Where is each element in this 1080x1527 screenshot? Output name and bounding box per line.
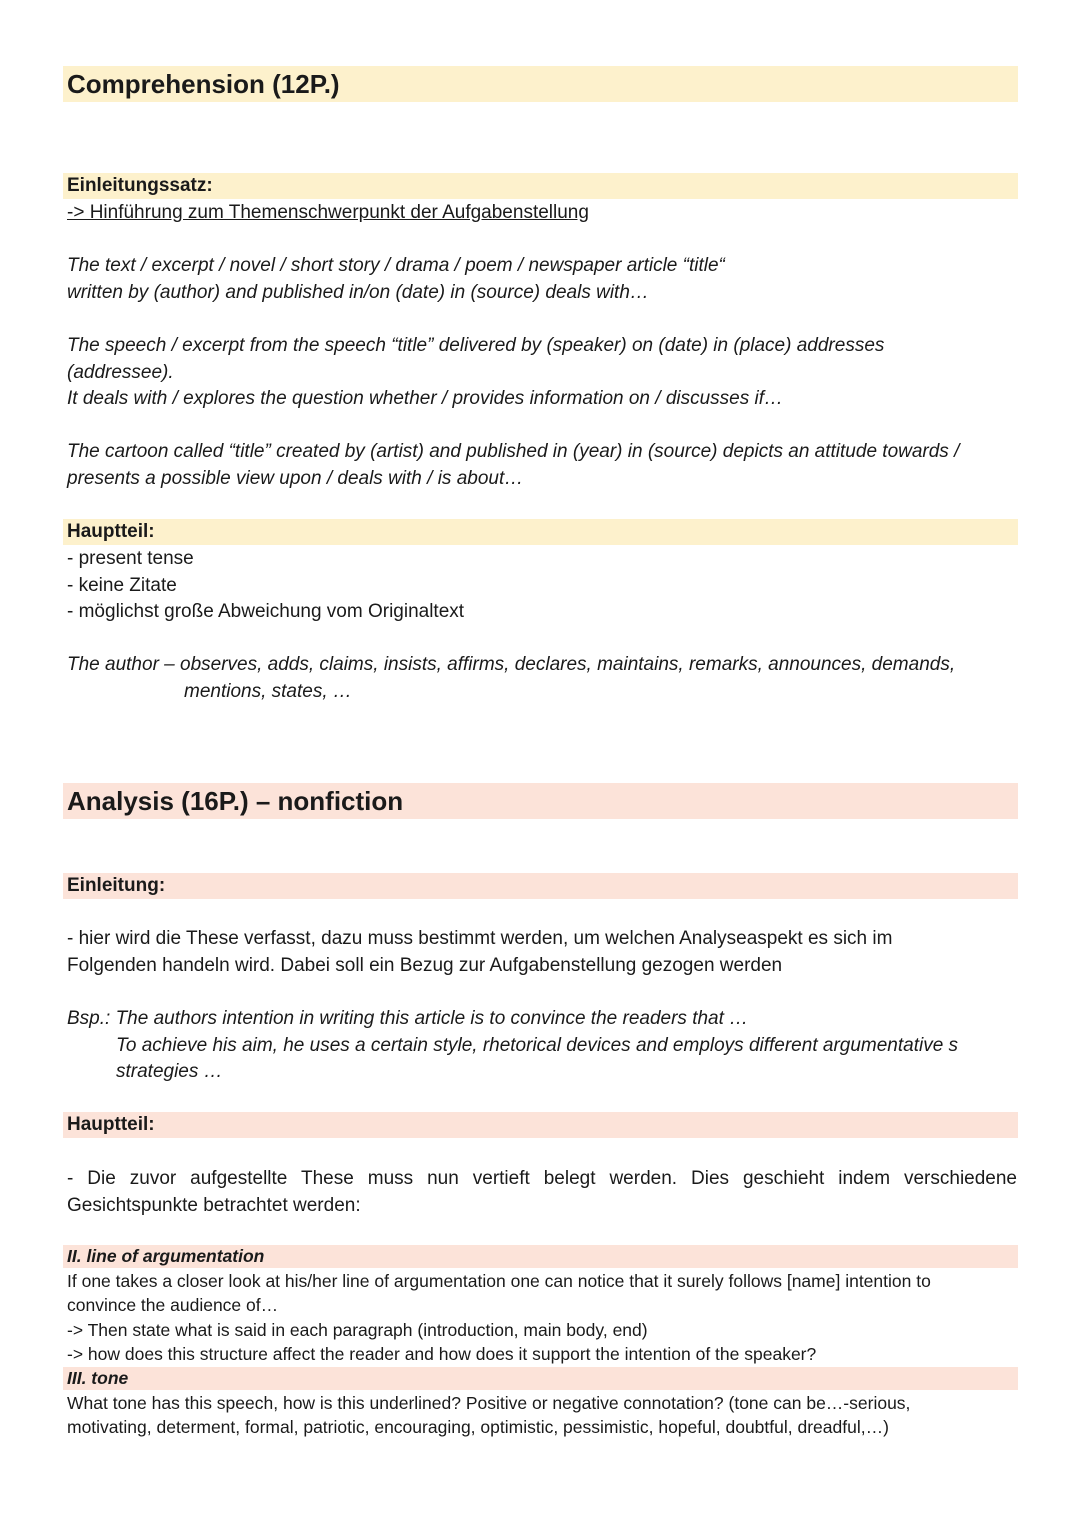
- einleitungssatz-subtitle: -> Hinführung zum Themenschwerpunkt der Aufgabenstellung: [67, 202, 589, 223]
- template-text-line-1: The text / excerpt / novel / short story / drama / poem / newspaper article “title“: [67, 255, 725, 276]
- line-text-2: convince the audience of…: [67, 1295, 279, 1316]
- author-verbs-line-1: The author – observes, adds, claims, insists, affirms, declares, maintains, remarks, announces, demands,: [67, 654, 956, 675]
- template-text-line-2: written by (author) and published in/on (date) in (source) deals with…: [67, 281, 649, 303]
- template-speech-line-3: It deals with / explores the question whether / provides information on / discusses if…: [67, 388, 784, 410]
- comprehension-main-list: [67, 546, 1017, 626]
- analysis-intro-heading: Einleitung:: [63, 873, 1018, 899]
- line-text-3: -> Then state what is said in each paragraph (introduction, main body, end): [67, 1319, 648, 1340]
- author-verbs-line-2: mentions, states, …: [184, 680, 352, 702]
- line-of-argumentation-text: [67, 1269, 1017, 1366]
- tone-text: [67, 1391, 1017, 1440]
- analysis-title: Analysis (16P.) – nonfiction: [63, 783, 1018, 819]
- analysis-example-line-3: strategies …: [116, 1061, 223, 1083]
- analysis-example-line-2: To achieve his aim, he uses a certain style, rhetorical devices and employs different argumentative s: [116, 1034, 959, 1056]
- line-of-argumentation-heading: II. line of argumentation: [63, 1245, 1018, 1268]
- template-cartoon-line-1: The cartoon called “title” created by (artist) and published in (year) in (source) depicts an attitude towards /: [67, 441, 960, 462]
- comprehension-main-heading: Hauptteil:: [63, 519, 1018, 545]
- list-item: - present tense: [67, 548, 194, 569]
- analysis-main-heading: Hauptteil:: [63, 1112, 1018, 1138]
- comprehension-title: Comprehension (12P.): [63, 66, 1018, 102]
- template-cartoon-line-2: presents a possible view upon / deals with / is about…: [67, 467, 524, 489]
- list-item: - keine Zitate: [67, 574, 177, 596]
- analysis-intro-text: [67, 926, 1017, 979]
- einleitungssatz-heading: Einleitungssatz:: [63, 173, 1018, 199]
- analysis-example-line-1: Bsp.: The authors intention in writing this article is to convince the readers that …: [67, 1008, 749, 1029]
- analysis-intro-line-1: - hier wird die These verfasst, dazu muss bestimmt werden, um welchen Analyseaspekt es sich im: [67, 928, 893, 949]
- analysis-example: [67, 1006, 1017, 1086]
- tone-text-1: What tone has this speech, how is this underlined? Positive or negative connotation? (tone can be…-serious,: [67, 1393, 911, 1413]
- line-text-1: If one takes a closer look at his/her line of argumentation one can notice that it surely follows [name] intention to: [67, 1271, 931, 1291]
- template-cartoon: [67, 439, 1017, 492]
- line-text-4: -> how does this structure affect the reader and how does it support the intention of the speaker?: [67, 1343, 817, 1364]
- author-verbs: [67, 652, 1017, 705]
- list-item: - möglichst große Abweichung vom Originaltext: [67, 601, 465, 623]
- template-speech-line-1: The speech / excerpt from the speech “title” delivered by (speaker) on (date) in (place) addresses: [67, 335, 885, 356]
- template-speech-line-2: (addressee).: [67, 361, 174, 383]
- analysis-intro-line-2: Folgenden handeln wird. Dabei soll ein Bezug zur Aufgabenstellung gezogen werden: [67, 954, 783, 976]
- tone-heading: III. tone: [63, 1367, 1018, 1390]
- tone-text-2: motivating, determent, formal, patriotic, encouraging, optimistic, pessimistic, hopeful, doubtful, dreadful,…): [67, 1417, 889, 1438]
- template-text: [67, 253, 1017, 306]
- analysis-main-text: - Die zuvor aufgestellte These muss nun vertieft belegt werden. Dies geschieht indem verschiedene Gesichtspunkte betrachtet werden:: [67, 1168, 1017, 1216]
- template-speech: [67, 333, 1017, 413]
